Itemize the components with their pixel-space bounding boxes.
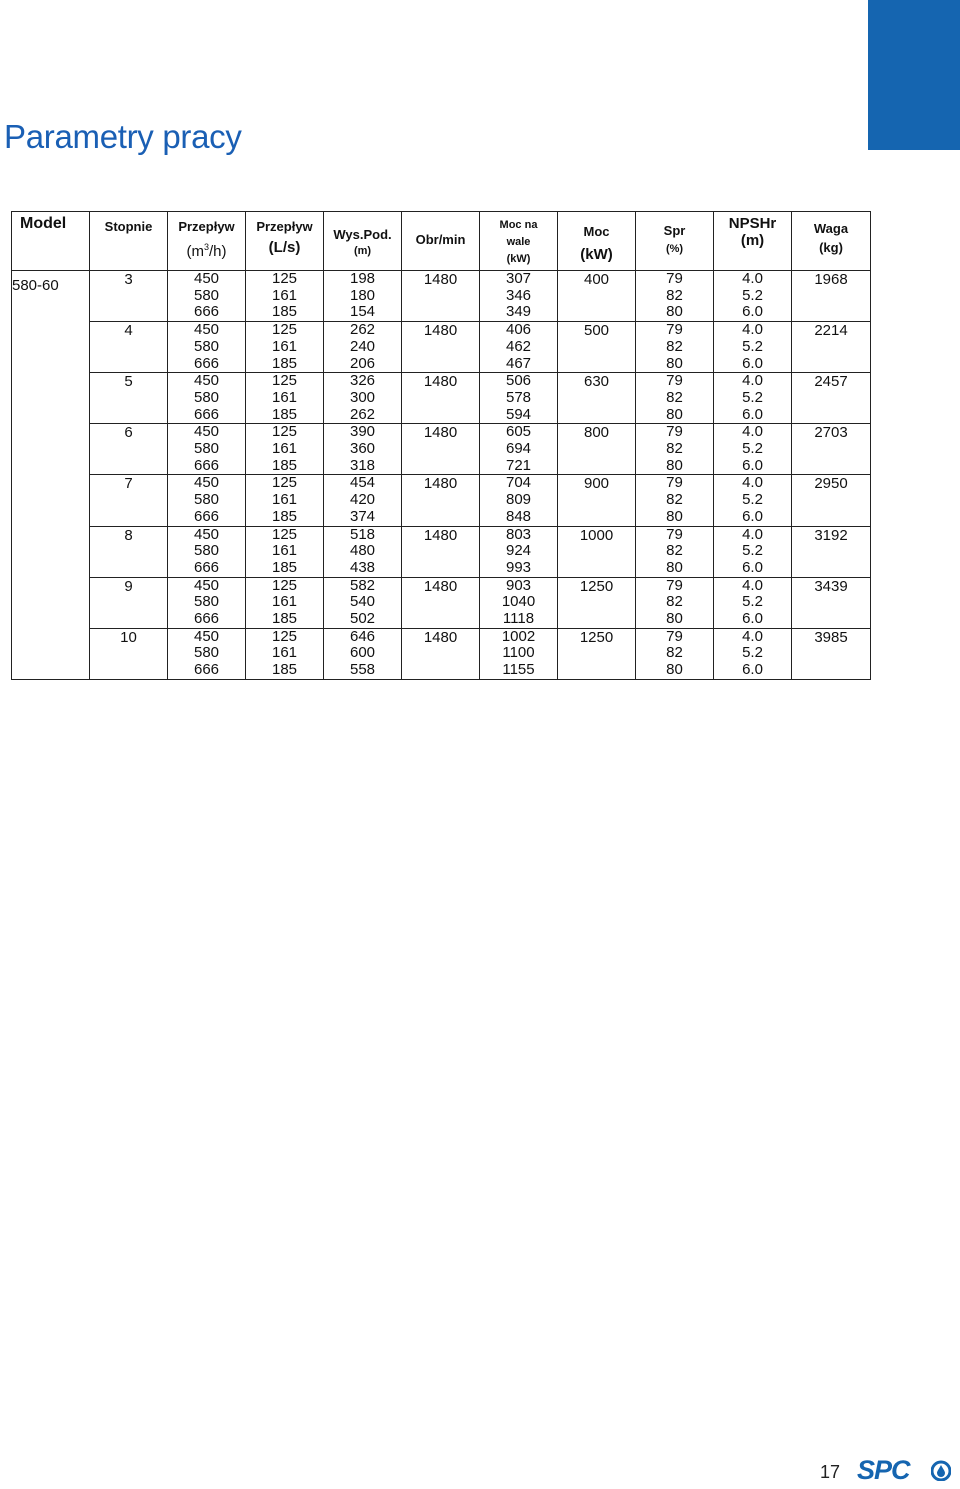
shaft-power-cell bbox=[480, 271, 558, 322]
flow-ls-cell bbox=[246, 475, 324, 526]
flow-ls-value: 185 bbox=[271, 456, 298, 474]
weight-cell: 1968 bbox=[792, 271, 871, 322]
flow-ls-value: 185 bbox=[271, 507, 298, 525]
header-flow-m3h: Przepływ $(m^3/h)$ bbox=[168, 212, 246, 271]
flow-m3h-value: 666 bbox=[193, 661, 220, 679]
flow-ls-value: 161 bbox=[271, 491, 298, 509]
head-value: 240 bbox=[349, 337, 376, 355]
efficiency-cell bbox=[636, 628, 714, 679]
flow-ls-value: 185 bbox=[271, 661, 298, 679]
flow-ls-value: 125 bbox=[271, 372, 298, 390]
npshr-value: 6.0 bbox=[742, 661, 763, 679]
flow-ls-value: 125 bbox=[271, 576, 298, 594]
efficiency-value: 80 bbox=[666, 610, 683, 628]
flow-m3h-cell bbox=[168, 373, 246, 424]
efficiency-value: 80 bbox=[666, 661, 683, 679]
efficiency-value: 79 bbox=[666, 270, 683, 287]
flow-ls-value: 125 bbox=[271, 270, 298, 287]
head-value: 454 bbox=[349, 474, 376, 492]
head-value: 558 bbox=[349, 661, 376, 679]
head-value: 374 bbox=[349, 507, 376, 525]
table-body bbox=[12, 271, 871, 680]
efficiency-value: 82 bbox=[666, 644, 683, 662]
shaft-power-value: 1100 bbox=[502, 644, 535, 662]
efficiency-value: 80 bbox=[666, 405, 683, 423]
efficiency-value: 80 bbox=[666, 507, 683, 525]
shaft-power-value: 578 bbox=[505, 388, 532, 406]
head-cell bbox=[324, 475, 402, 526]
shaft-power-value: 809 bbox=[505, 491, 532, 509]
shaft-power-cell bbox=[480, 322, 558, 373]
model-name: 580-60 bbox=[12, 277, 59, 294]
flow-ls-cell bbox=[246, 373, 324, 424]
efficiency-value: 82 bbox=[666, 286, 683, 304]
flow-m3h-value: 580 bbox=[193, 286, 220, 304]
npshr-value: 5.2 bbox=[742, 440, 763, 458]
rpm-cell: 1480 bbox=[402, 577, 480, 628]
rpm-cell: 1480 bbox=[402, 373, 480, 424]
flow-m3h-cell bbox=[168, 271, 246, 322]
flow-ls-value: 125 bbox=[271, 627, 298, 645]
flow-ls-value: 185 bbox=[271, 610, 298, 628]
npshr-value: 6.0 bbox=[742, 507, 763, 525]
shaft-power-value: 924 bbox=[505, 542, 532, 560]
motor-power-cell: 800 bbox=[558, 424, 636, 475]
flow-m3h-value: 450 bbox=[193, 525, 220, 543]
flow-ls-value: 125 bbox=[271, 474, 298, 492]
shaft-power-value: 1002 bbox=[501, 627, 536, 645]
stages-cell: 6 bbox=[90, 424, 168, 475]
npshr-value: 4.0 bbox=[742, 270, 763, 287]
npshr-value: 5.2 bbox=[742, 491, 763, 509]
rpm-cell: 1480 bbox=[402, 271, 480, 322]
flow-m3h-value: 580 bbox=[193, 388, 220, 406]
header-stages: Stopnie bbox=[90, 212, 168, 271]
flow-m3h-value: 580 bbox=[193, 440, 220, 458]
efficiency-value: 79 bbox=[666, 525, 683, 543]
efficiency-value: 79 bbox=[666, 576, 683, 594]
motor-power-cell: 630 bbox=[558, 373, 636, 424]
flow-m3h-cell bbox=[168, 322, 246, 373]
shaft-power-value: 605 bbox=[505, 423, 532, 441]
efficiency-value: 79 bbox=[666, 423, 683, 441]
head-value: 518 bbox=[349, 525, 376, 543]
header-head: Wys.Pod. (m) bbox=[324, 212, 402, 271]
table-header bbox=[12, 212, 871, 271]
shaft-power-value: 993 bbox=[505, 558, 532, 576]
flow-m3h-cell bbox=[168, 475, 246, 526]
head-value: 262 bbox=[349, 405, 376, 423]
flow-m3h-value: 450 bbox=[193, 474, 220, 492]
head-value: 420 bbox=[349, 491, 376, 509]
table-row bbox=[12, 628, 871, 679]
npshr-cell bbox=[714, 271, 792, 322]
npshr-value: 4.0 bbox=[742, 576, 763, 594]
npshr-cell bbox=[714, 577, 792, 628]
npshr-value: 4.0 bbox=[742, 372, 763, 390]
shaft-power-cell bbox=[480, 628, 558, 679]
motor-power-cell: 1000 bbox=[558, 526, 636, 577]
efficiency-cell bbox=[636, 526, 714, 577]
stages-cell: 7 bbox=[90, 475, 168, 526]
head-value: 206 bbox=[349, 354, 376, 372]
flow-ls-cell bbox=[246, 271, 324, 322]
head-value: 438 bbox=[349, 558, 376, 576]
flow-m3h-value: 450 bbox=[193, 627, 220, 645]
npshr-cell bbox=[714, 526, 792, 577]
npshr-cell bbox=[714, 373, 792, 424]
weight-cell: 2950 bbox=[792, 475, 871, 526]
flow-ls-value: 125 bbox=[271, 423, 298, 441]
efficiency-value: 82 bbox=[666, 593, 683, 611]
table-row bbox=[12, 577, 871, 628]
shaft-power-value: 903 bbox=[505, 576, 532, 594]
efficiency-value: 82 bbox=[666, 440, 683, 458]
head-cell bbox=[324, 322, 402, 373]
flow-m3h-cell bbox=[168, 424, 246, 475]
table-row bbox=[12, 475, 871, 526]
header-model: Model bbox=[12, 212, 90, 271]
head-value: 198 bbox=[349, 270, 376, 287]
rpm-cell: 1480 bbox=[402, 322, 480, 373]
head-value: 390 bbox=[349, 423, 376, 441]
rpm-cell: 1480 bbox=[402, 628, 480, 679]
head-value: 582 bbox=[349, 576, 376, 594]
npshr-value: 5.2 bbox=[742, 542, 763, 560]
npshr-value: 6.0 bbox=[742, 558, 763, 576]
efficiency-value: 82 bbox=[666, 337, 683, 355]
efficiency-value: 82 bbox=[666, 542, 683, 560]
performance-table bbox=[11, 211, 871, 680]
flow-ls-cell bbox=[246, 526, 324, 577]
flow-m3h-value: 666 bbox=[193, 456, 220, 474]
head-value: 154 bbox=[349, 303, 376, 321]
npshr-cell bbox=[714, 322, 792, 373]
weight-cell: 3985 bbox=[792, 628, 871, 679]
efficiency-value: 79 bbox=[666, 627, 683, 645]
flow-ls-cell bbox=[246, 424, 324, 475]
flow-m3h-cell bbox=[168, 628, 246, 679]
shaft-power-value: 704 bbox=[505, 474, 532, 492]
weight-cell: 3192 bbox=[792, 526, 871, 577]
npshr-value: 6.0 bbox=[742, 405, 763, 423]
flow-m3h-value: 580 bbox=[193, 337, 220, 355]
motor-power-cell: 1250 bbox=[558, 577, 636, 628]
npshr-value: 6.0 bbox=[742, 456, 763, 474]
efficiency-cell bbox=[636, 322, 714, 373]
table-row bbox=[12, 322, 871, 373]
weight-cell: 3439 bbox=[792, 577, 871, 628]
corner-accent-block bbox=[868, 0, 960, 150]
flow-ls-value: 125 bbox=[271, 525, 298, 543]
npshr-value: 4.0 bbox=[742, 474, 763, 492]
npshr-value: 4.0 bbox=[742, 525, 763, 543]
head-value: 318 bbox=[349, 456, 376, 474]
motor-power-cell: 500 bbox=[558, 322, 636, 373]
motor-power-cell: 1250 bbox=[558, 628, 636, 679]
flow-ls-value: 161 bbox=[271, 440, 298, 458]
spco-logo bbox=[857, 1455, 947, 1489]
flow-m3h-value: 450 bbox=[193, 576, 220, 594]
shaft-power-value: 1040 bbox=[501, 593, 536, 611]
motor-power-cell: 900 bbox=[558, 475, 636, 526]
shaft-power-value: 848 bbox=[505, 507, 532, 525]
flow-m3h-cell bbox=[168, 526, 246, 577]
stages-cell: 9 bbox=[90, 577, 168, 628]
flow-ls-value: 161 bbox=[271, 388, 298, 406]
efficiency-value: 82 bbox=[666, 388, 683, 406]
efficiency-value: 79 bbox=[666, 321, 683, 339]
stages-cell: 4 bbox=[90, 322, 168, 373]
efficiency-cell bbox=[636, 424, 714, 475]
shaft-power-value: 1118 bbox=[502, 610, 535, 628]
flow-m3h-value: 580 bbox=[193, 542, 220, 560]
shaft-power-value: 349 bbox=[505, 303, 532, 321]
head-value: 540 bbox=[349, 593, 376, 611]
head-cell bbox=[324, 424, 402, 475]
head-value: 502 bbox=[349, 610, 376, 628]
shaft-power-value: 462 bbox=[505, 337, 532, 355]
weight-cell: 2703 bbox=[792, 424, 871, 475]
npshr-cell bbox=[714, 475, 792, 526]
efficiency-value: 82 bbox=[666, 491, 683, 509]
shaft-power-value: 406 bbox=[505, 321, 532, 339]
flow-ls-value: 185 bbox=[271, 405, 298, 423]
header-npshr: NPSHr (m) bbox=[714, 212, 792, 271]
head-cell bbox=[324, 628, 402, 679]
efficiency-cell bbox=[636, 271, 714, 322]
model-cell bbox=[12, 271, 90, 680]
flow-m3h-value: 580 bbox=[193, 644, 220, 662]
shaft-power-value: 506 bbox=[505, 372, 532, 390]
rpm-cell: 1480 bbox=[402, 526, 480, 577]
shaft-power-value: 803 bbox=[505, 525, 532, 543]
shaft-power-value: 694 bbox=[505, 440, 532, 458]
flow-m3h-value: 666 bbox=[193, 405, 220, 423]
shaft-power-cell bbox=[480, 526, 558, 577]
flow-m3h-value: 666 bbox=[193, 610, 220, 628]
flow-m3h-value: 666 bbox=[193, 354, 220, 372]
stages-cell: 5 bbox=[90, 373, 168, 424]
stages-cell: 8 bbox=[90, 526, 168, 577]
flow-ls-value: 161 bbox=[271, 542, 298, 560]
rpm-cell: 1480 bbox=[402, 475, 480, 526]
npshr-value: 5.2 bbox=[742, 337, 763, 355]
flow-ls-value: 161 bbox=[271, 644, 298, 662]
head-value: 360 bbox=[349, 440, 376, 458]
npshr-value: 5.2 bbox=[742, 388, 763, 406]
head-value: 646 bbox=[349, 627, 376, 645]
flow-ls-value: 161 bbox=[271, 286, 298, 304]
npshr-value: 5.2 bbox=[742, 644, 763, 662]
shaft-power-value: 1155 bbox=[502, 661, 535, 679]
npshr-value: 4.0 bbox=[742, 423, 763, 441]
shaft-power-value: 307 bbox=[505, 270, 532, 287]
header-shaft-power: Moc na wale (kW) bbox=[480, 212, 558, 271]
shaft-power-cell bbox=[480, 577, 558, 628]
efficiency-value: 80 bbox=[666, 354, 683, 372]
motor-power-cell: 400 bbox=[558, 271, 636, 322]
table-row bbox=[12, 424, 871, 475]
shaft-power-value: 467 bbox=[505, 354, 532, 372]
efficiency-cell bbox=[636, 373, 714, 424]
efficiency-value: 80 bbox=[666, 558, 683, 576]
npshr-value: 6.0 bbox=[742, 610, 763, 628]
flow-ls-value: 161 bbox=[271, 337, 298, 355]
stages-cell: 10 bbox=[90, 628, 168, 679]
logo-text: SPC bbox=[857, 1455, 910, 1485]
head-cell bbox=[324, 271, 402, 322]
stages-cell: 3 bbox=[90, 271, 168, 322]
header-weight: Waga (kg) bbox=[792, 212, 871, 271]
npshr-value: 6.0 bbox=[742, 303, 763, 321]
head-cell bbox=[324, 526, 402, 577]
npshr-value: 4.0 bbox=[742, 321, 763, 339]
flow-ls-value: 185 bbox=[271, 558, 298, 576]
flow-m3h-value: 666 bbox=[193, 303, 220, 321]
head-value: 600 bbox=[349, 644, 376, 662]
flow-m3h-value: 450 bbox=[193, 270, 220, 287]
header-rpm: Obr/min bbox=[402, 212, 480, 271]
flow-ls-cell bbox=[246, 577, 324, 628]
head-cell bbox=[324, 373, 402, 424]
flow-m3h-cell bbox=[168, 577, 246, 628]
page-title: Parametry pracy bbox=[4, 118, 242, 155]
weight-cell: 2214 bbox=[792, 322, 871, 373]
flow-ls-cell bbox=[246, 322, 324, 373]
flow-m3h-value: 450 bbox=[193, 321, 220, 339]
flow-m3h-value: 580 bbox=[193, 491, 220, 509]
header-motor-power: Moc (kW) bbox=[558, 212, 636, 271]
npshr-cell bbox=[714, 628, 792, 679]
efficiency-value: 79 bbox=[666, 372, 683, 390]
head-value: 326 bbox=[349, 372, 376, 390]
efficiency-value: 80 bbox=[666, 456, 683, 474]
flow-ls-value: 185 bbox=[271, 354, 298, 372]
head-value: 480 bbox=[349, 542, 376, 560]
head-value: 180 bbox=[349, 286, 376, 304]
efficiency-cell bbox=[636, 577, 714, 628]
shaft-power-value: 721 bbox=[505, 456, 532, 474]
shaft-power-cell bbox=[480, 475, 558, 526]
header-flow-ls: Przepływ (L/s) bbox=[246, 212, 324, 271]
page-number: 17 bbox=[820, 1462, 841, 1482]
shaft-power-value: 346 bbox=[505, 286, 532, 304]
shaft-power-cell bbox=[480, 373, 558, 424]
table-row bbox=[12, 271, 871, 322]
weight-cell: 2457 bbox=[792, 373, 871, 424]
npshr-cell bbox=[714, 424, 792, 475]
npshr-value: 5.2 bbox=[742, 286, 763, 304]
npshr-value: 5.2 bbox=[742, 593, 763, 611]
table-row bbox=[12, 373, 871, 424]
shaft-power-value: 594 bbox=[505, 405, 532, 423]
flow-ls-value: 161 bbox=[271, 593, 298, 611]
npshr-value: 6.0 bbox=[742, 354, 763, 372]
npshr-value: 4.0 bbox=[742, 627, 763, 645]
efficiency-cell bbox=[636, 475, 714, 526]
flow-ls-value: 125 bbox=[271, 321, 298, 339]
head-cell bbox=[324, 577, 402, 628]
flow-m3h-value: 450 bbox=[193, 423, 220, 441]
rpm-cell: 1480 bbox=[402, 424, 480, 475]
flow-m3h-value: 580 bbox=[193, 593, 220, 611]
efficiency-value: 80 bbox=[666, 303, 683, 321]
flow-ls-value: 185 bbox=[271, 303, 298, 321]
flow-m3h-value: 450 bbox=[193, 372, 220, 390]
head-value: 300 bbox=[349, 388, 376, 406]
head-value: 262 bbox=[349, 321, 376, 339]
efficiency-value: 79 bbox=[666, 474, 683, 492]
flow-m3h-value: 666 bbox=[193, 507, 220, 525]
shaft-power-cell bbox=[480, 424, 558, 475]
flow-ls-cell bbox=[246, 628, 324, 679]
water-drop-icon bbox=[931, 1459, 951, 1481]
table-row bbox=[12, 526, 871, 577]
flow-m3h-value: 666 bbox=[193, 558, 220, 576]
header-efficiency: Spr (%) bbox=[636, 212, 714, 271]
